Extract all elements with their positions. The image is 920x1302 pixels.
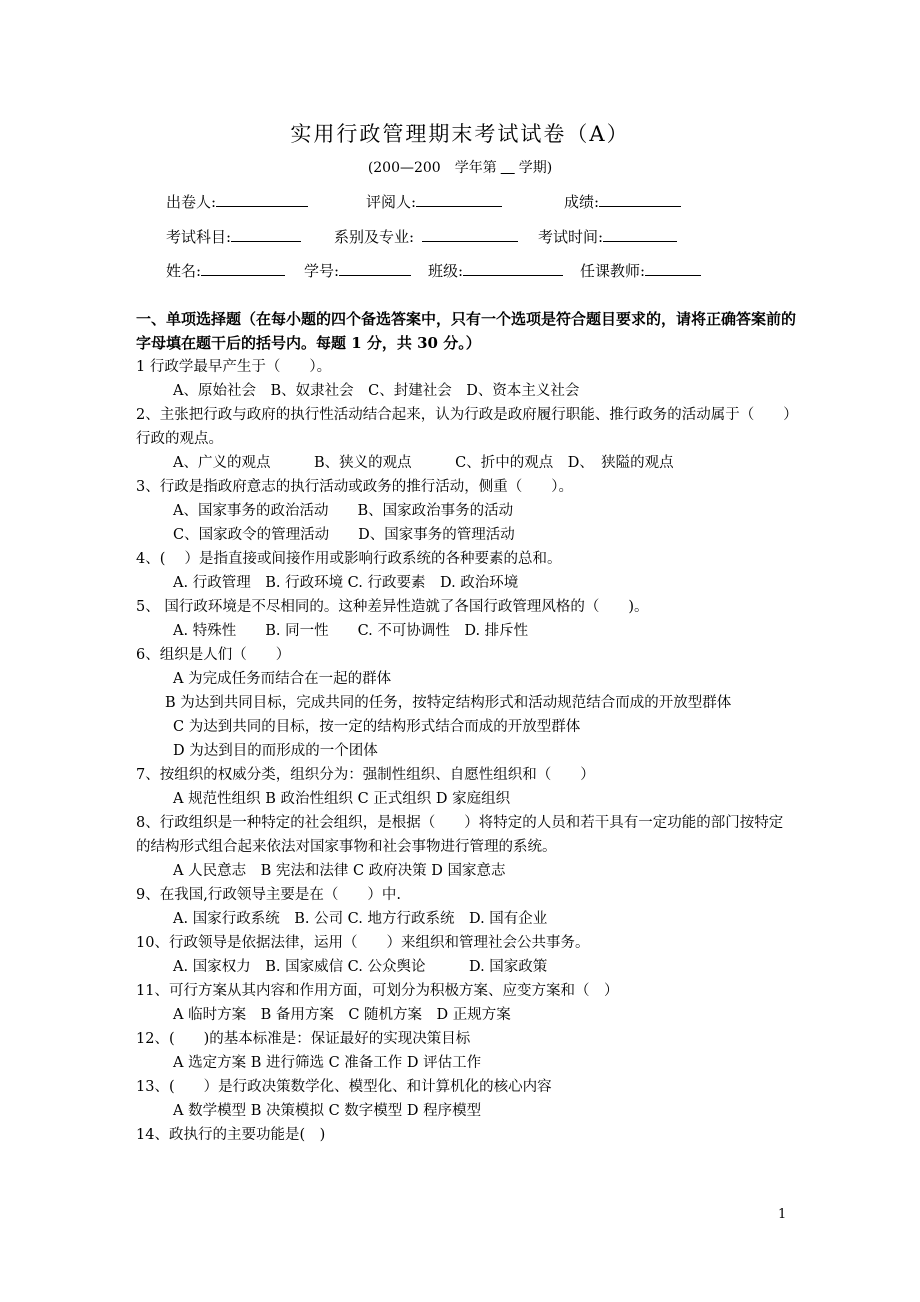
question-options: A 规范性组织 B 政治性组织 C 正式组织 D 家庭组织 bbox=[173, 791, 511, 807]
blank-line bbox=[463, 260, 563, 276]
field-exam-time: 考试时间: bbox=[538, 226, 677, 247]
blank-line bbox=[599, 191, 681, 207]
question-options: A. 特殊性 B. 同一性 C. 不可协调性 D. 排斥性 bbox=[173, 623, 529, 639]
question-options: A、国家事务的政治活动 B、国家政治事务的活动 bbox=[173, 503, 514, 519]
question-options: A、广义的观点 B、狭义的观点 C、折中的观点 D、 狭隘的观点 bbox=[173, 455, 674, 471]
question-stem: 8、行政组织是一种特定的社会组织，是根据（ ）将特定的人员和若干具有一定功能的部门按特定的结构形式组合起来依法对国家事物和社会事物进行管理的系统。 bbox=[136, 815, 784, 855]
field-teacher: 任课教师: bbox=[580, 260, 701, 281]
question-stem: 7、按组织的权威分类，组织分为：强制性组织、自愿性组织和（ ） bbox=[136, 767, 595, 783]
field-student-id: 学号: bbox=[304, 260, 411, 281]
blank-line bbox=[645, 260, 701, 276]
question-stem: 11、可行方案从其内容和作用方面，可划分为积极方案、应变方案和（ ） bbox=[136, 983, 619, 999]
question-options: A 人民意志 B 宪法和法律 C 政府决策 D 国家意志 bbox=[173, 863, 506, 879]
question-options: D 为达到目的而形成的一个团体 bbox=[173, 743, 378, 759]
term-blank bbox=[497, 160, 519, 176]
question-options: A 选定方案 B 进行筛选 C 准备工作 D 评估工作 bbox=[173, 1055, 482, 1071]
question-stem: 10、行政领导是依据法律，运用（ ）来组织和管理社会公共事务。 bbox=[136, 935, 590, 951]
question-stem: 3、行政是指政府意志的执行活动或政务的推行活动，侧重（ ）。 bbox=[136, 479, 573, 495]
question-stem: B 为达到共同目标，完成共同的任务，按特定结构形式和活动规范结合而成的开放型群体 bbox=[136, 695, 732, 711]
term-suffix: 学期) bbox=[518, 160, 553, 176]
field-name: 姓名: bbox=[166, 260, 285, 281]
question-stem: 12、( )的基本标准是：保证最好的实现决策目标 bbox=[136, 1031, 471, 1047]
question-stem: 4、( ）是指直接或间接作用或影响行政系统的各种要素的总和。 bbox=[136, 551, 562, 567]
blank-line bbox=[231, 226, 301, 242]
blank-line bbox=[422, 226, 518, 242]
question-options: A 为完成任务而结合在一起的群体 bbox=[173, 671, 392, 687]
question-options: A. 国家权力 B. 国家威信 C. 公众舆论 D. 国家政策 bbox=[173, 959, 548, 975]
blank-line bbox=[216, 191, 308, 207]
question-options: A. 行政管理 B. 行政环境 C. 行政要素 D. 政治环境 bbox=[173, 575, 519, 591]
question-options: A. 国家行政系统 B. 公司 C. 地方行政系统 D. 国有企业 bbox=[173, 911, 548, 927]
term-line bbox=[0, 157, 920, 177]
page-number: 1 bbox=[778, 1207, 787, 1222]
question-stem: 9、在我国,行政领导主要是在（ ）中. bbox=[136, 887, 401, 903]
question-list bbox=[136, 355, 796, 1147]
exam-title: 实用行政管理期末考试试卷（A） bbox=[290, 122, 630, 146]
question-options: C 为达到共同的目标，按一定的结构形式结合而成的开放型群体 bbox=[173, 719, 581, 735]
question-options: A 数学模型 B 决策模拟 C 数字模型 D 程序模型 bbox=[173, 1103, 482, 1119]
blank-line bbox=[416, 191, 502, 207]
question-options: C、国家政令的管理活动 D、国家事务的管理活动 bbox=[173, 527, 515, 543]
term-prefix: (200—200 学年第 bbox=[367, 160, 497, 176]
question-stem: 1 行政学最早产生于（ ）。 bbox=[136, 359, 332, 375]
question-stem: 5、 国行政环境是不尽相同的。这种差异性造就了各国行政管理风格的（ )。 bbox=[136, 599, 649, 615]
field-department: 系别及专业: bbox=[334, 226, 518, 247]
question-options: A 临时方案 B 备用方案 C 随机方案 D 正规方案 bbox=[173, 1007, 511, 1023]
section-heading: 一、单项选择题（在每小题的四个备选答案中，只有一个选项是符合题目要求的，请将正确答案前的字母填在题干后的括号内。每题 1 分，共 30 分。） bbox=[136, 310, 797, 352]
question-stem: 2、主张把行政与政府的执行性活动结合起来，认为行政是政府履行职能、推行政务的活动属于（ ）行政的观点。 bbox=[136, 407, 791, 447]
blank-line bbox=[603, 226, 677, 242]
blank-line bbox=[339, 260, 411, 276]
question-stem: 6、组织是人们（ ） bbox=[136, 647, 291, 663]
field-class: 班级: bbox=[428, 260, 563, 281]
field-reviewer: 评阅人: bbox=[366, 191, 502, 212]
question-stem: 14、政执行的主要功能是( ) bbox=[136, 1127, 326, 1143]
field-subject: 考试科目: bbox=[166, 226, 301, 247]
blank-line bbox=[201, 260, 285, 276]
question-stem: 13、( ）是行政决策数学化、模型化、和计算机化的核心内容 bbox=[136, 1079, 552, 1095]
field-score: 成绩: bbox=[564, 191, 681, 212]
field-setter: 出卷人: bbox=[166, 191, 308, 212]
question-options: A、原始社会 B、奴隶社会 C、封建社会 D、资本主义社会 bbox=[173, 383, 580, 399]
